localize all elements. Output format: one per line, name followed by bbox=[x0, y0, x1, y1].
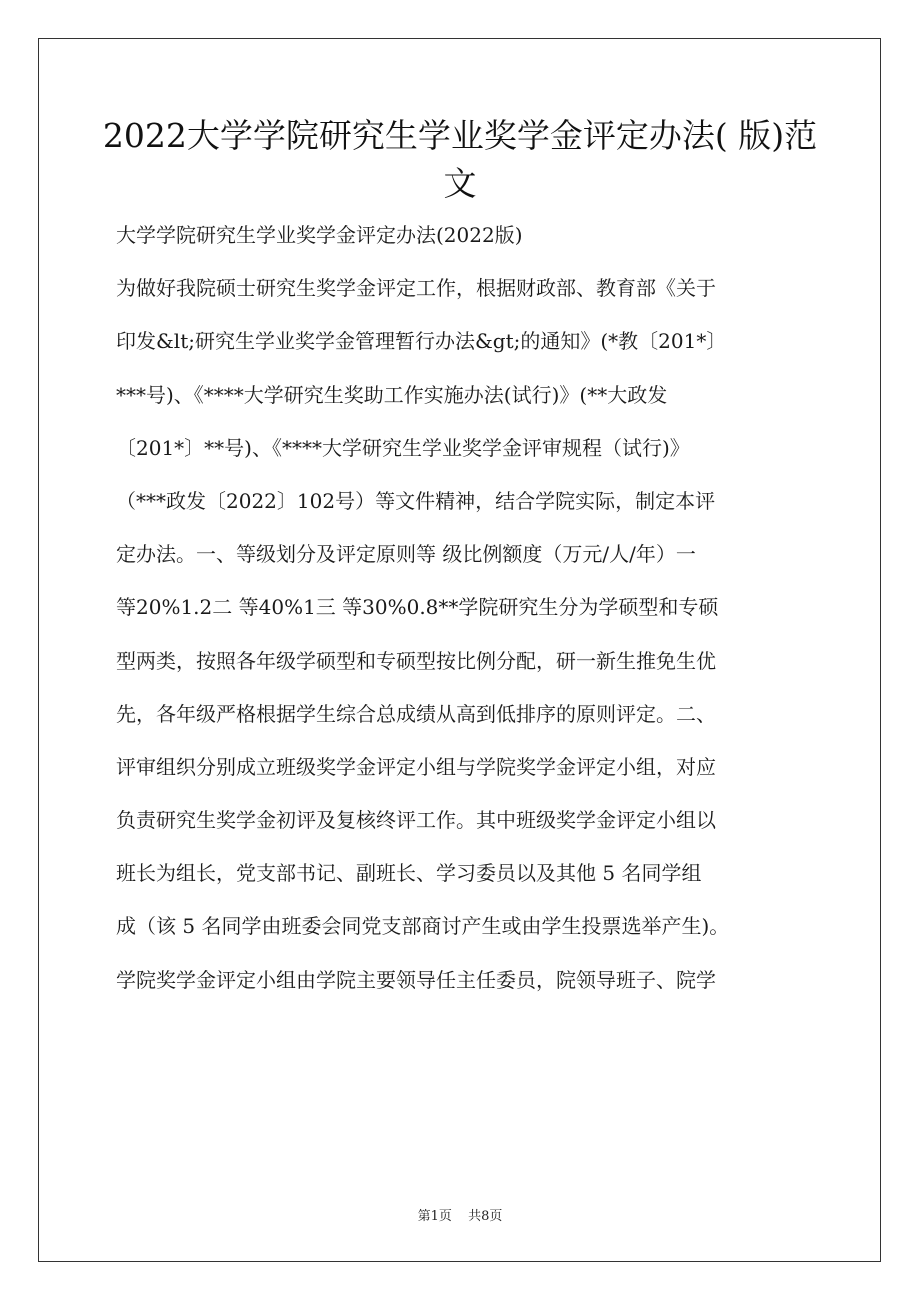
body-line: 大学学院研究生学业奖学金评定办法(2022版) bbox=[116, 223, 523, 247]
body-line: 等20%1.2二 等40%1三 等30%0.8**学院研究生分为学硕型和专硕 bbox=[116, 595, 719, 620]
body-line: 学院奖学金评定小组由学院主要领导任主任委员，院领导班子、院学 bbox=[116, 967, 716, 992]
body-line: ***号)、《****大学研究生奖助工作实施办法(试行)》(**大政发 bbox=[116, 382, 668, 407]
title-line-1: 2022大学学院研究生学业奖学金评定办法( 版)范 bbox=[102, 116, 818, 155]
page-footer bbox=[0, 1205, 920, 1224]
body-line: 型两类，按照各年级学硕型和专硕型按比例分配，研一新生推免生优 bbox=[116, 648, 716, 673]
title-line-2: 文 bbox=[443, 164, 477, 203]
body-line: （***政发〔2022〕102号）等文件精神，结合学院实际，制定本评 bbox=[116, 488, 716, 513]
body-line: 印发&lt;研究生学业奖学金管理暂行办法&gt;的通知》(*教〔201*〕 bbox=[116, 329, 727, 354]
document-body bbox=[116, 215, 816, 1013]
body-line: 为做好我院硕士研究生奖学金评定工作，根据财政部、教育部《关于 bbox=[116, 276, 716, 301]
body-line: 班长为组长，党支部书记、副班长、学习委员以及其他 5 名同学组 bbox=[116, 861, 702, 886]
body-line: 定办法。一、等级划分及评定原则等 级比例额度（万元/人/年）一 bbox=[116, 542, 696, 567]
page-number: 第1页 bbox=[417, 1209, 452, 1224]
body-line: 〔201*〕**号)、《****大学研究生学业奖学金评审规程（试行)》 bbox=[116, 435, 690, 460]
body-line: 成（该 5 名同学由班委会同党支部商讨产生或由学生投票选举产生)。 bbox=[116, 914, 730, 939]
body-line: 先，各年级严格根据学生综合总成绩从高到低排序的原则评定。二、 bbox=[116, 701, 716, 726]
body-line: 评审组织分别成立班级奖学金评定小组与学院奖学金评定小组，对应 bbox=[116, 754, 716, 779]
document-title bbox=[80, 112, 840, 208]
page-total: 共8页 bbox=[468, 1209, 503, 1224]
body-line: 负责研究生奖学金初评及复核终评工作。其中班级奖学金评定小组以 bbox=[116, 808, 716, 833]
